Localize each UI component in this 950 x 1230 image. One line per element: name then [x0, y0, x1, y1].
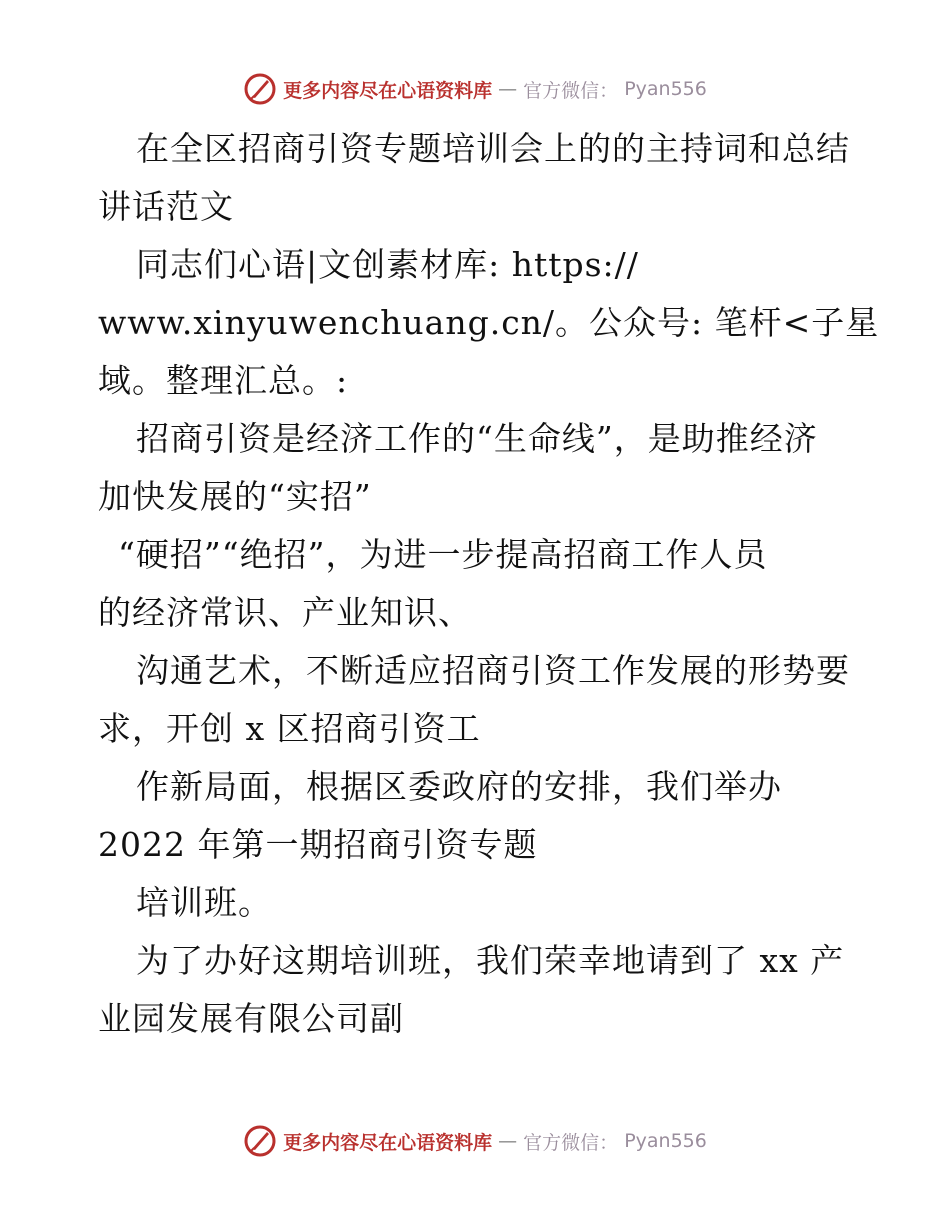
banner-dash: —: [498, 1130, 518, 1152]
doc-line-4: www.xinyuwenchuang.cn/。公众号: 笔杆<子星: [98, 303, 880, 342]
doc-line-title-1: 在全区招商引资专题培训会上的的主持词和总结: [136, 129, 850, 168]
doc-line-6: 招商引资是经济工作的“生命线”，是助推经济: [136, 419, 818, 458]
banner-dash: —: [498, 78, 518, 100]
banner-brand: 更多内容尽在心语资料库: [283, 79, 493, 102]
banner-account: Pyan556: [624, 1130, 707, 1152]
doc-line-14: 培训班。: [136, 883, 272, 922]
banner-official: 官方微信：: [523, 1131, 619, 1154]
banner-account: Pyan556: [624, 78, 707, 100]
footer-banner: [0, 1124, 950, 1158]
quill-pen-logo-icon: [243, 72, 277, 106]
doc-line-8: “硬招”“绝招”，为进一步提高招商工作人员: [118, 535, 768, 574]
doc-line-10: 沟通艺术，不断适应招商引资工作发展的形势要: [136, 651, 850, 690]
banner-official: 官方微信：: [523, 79, 619, 102]
doc-line-9: 的经济常识、产业知识、: [98, 593, 472, 632]
doc-line-15: 为了办好这期培训班，我们荣幸地请到了 xx 产: [136, 941, 845, 980]
doc-line-title-2: 讲话范文: [98, 187, 234, 226]
doc-line-11: 求，开创 x 区招商引资工: [98, 709, 481, 748]
doc-line-3: 同志们心语|文创素材库: https://: [136, 245, 639, 284]
doc-line-16: 业园发展有限公司副: [98, 999, 404, 1038]
doc-line-13: 2022 年第一期招商引资专题: [98, 825, 538, 864]
doc-line-5: 域。整理汇总。:: [98, 361, 349, 400]
header-banner: [0, 72, 950, 106]
doc-line-12: 作新局面，根据区委政府的安排，我们举办: [136, 767, 782, 806]
quill-pen-logo-icon: [243, 1124, 277, 1158]
doc-line-7: 加快发展的“实招”: [98, 477, 372, 516]
banner-brand: 更多内容尽在心语资料库: [283, 1131, 493, 1154]
document-body: [98, 120, 880, 1048]
